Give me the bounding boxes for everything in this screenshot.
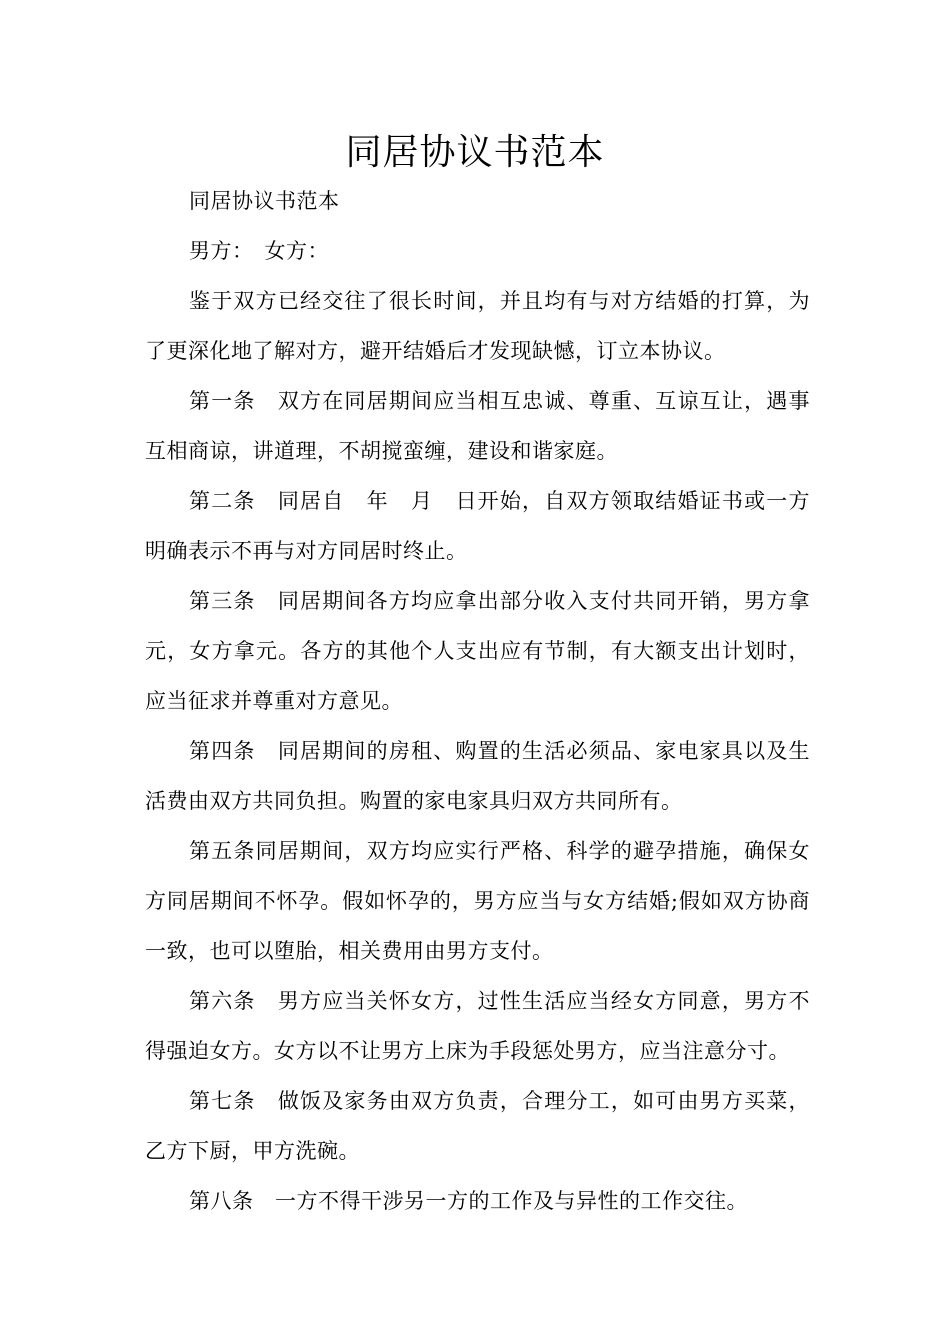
paragraph-article-1: 第一条 双方在同居期间应当相互忠诚、尊重、互谅互让，遇事互相商谅，讲道理，不胡搅蛮缠，建设和谐家庭。 [145, 389, 810, 463]
paragraph-preamble: 鉴于双方已经交往了很长时间，并且均有与对方结婚的打算，为了更深化地了解对方，避开结婚后才发现缺憾，订立本协议。 [145, 289, 810, 363]
paragraph-article-8: 第八条 一方不得干涉另一方的工作及与异性的工作交往。 [189, 1189, 748, 1213]
document-title: 同居协议书范本 [345, 132, 605, 173]
paragraph-article-4: 第四条 同居期间的房租、购置的生活必须品、家电家具以及生活费由双方共同负担。购置的家电家具归双方共同所有。 [145, 739, 810, 813]
paragraph-article-3: 第三条 同居期间各方均应拿出部分收入支付共同开销，男方拿元，女方拿元。各方的其他个人支出应有节制，有大额支出计划时，应当征求并尊重对方意见。 [145, 589, 810, 713]
paragraph-article-2: 第二条 同居自 年 月 日开始，自双方领取结婚证书或一方明确表示不再与对方同居时终止。 [145, 489, 810, 563]
paragraph-article-5: 第五条同居期间，双方均应实行严格、科学的避孕措施，确保女方同居期间不怀孕。假如怀孕的，男方应当与女方结婚;假如双方协商一致，也可以堕胎，相关费用由男方支付。 [145, 839, 810, 963]
paragraph-subtitle: 同居协议书范本 [189, 189, 340, 213]
document-body [145, 176, 810, 1226]
paragraph-article-6: 第六条 男方应当关怀女方，过性生活应当经女方同意，男方不得强迫女方。女方以不让男方上床为手段惩处男方，应当注意分寸。 [145, 989, 810, 1063]
paragraph-article-7: 第七条 做饭及家务由双方负责，合理分工，如可由男方买菜，乙方下厨，甲方洗碗。 [145, 1089, 810, 1163]
paragraph-parties: 男方： 女方： [189, 239, 329, 263]
